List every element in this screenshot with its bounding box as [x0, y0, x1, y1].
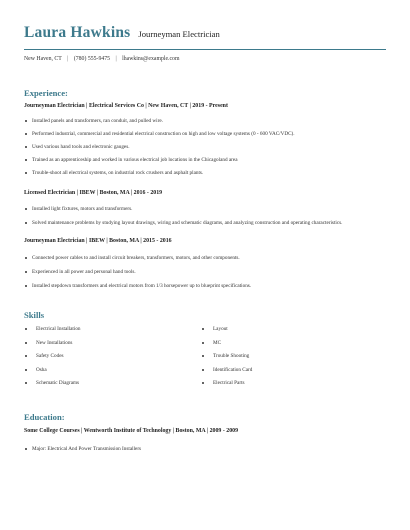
list-item: Electrical Installation [24, 326, 184, 332]
list-item: Identification Card [201, 367, 361, 373]
list-item: Schematic Diagrams [24, 380, 184, 386]
list-item: Major: Electrical And Power Transmission Installers [24, 446, 386, 452]
list-item: Installed panels and transformers, ran conduit, and pulled wire. [24, 118, 386, 124]
job-heading: Licensed Electrician | IBEW | Boston, MA | 2016 - 2019 [24, 190, 163, 196]
list-item: Used various hand tools and electronic gauges. [24, 144, 386, 150]
contact-email[interactable]: lhawkins@example.com [122, 56, 180, 62]
skills-heading: Skills [24, 310, 45, 320]
list-item: Performed industrial, commercial and residential electrical construction on high and low voltage systems (0 - 600 VAC/VDC). [24, 131, 386, 137]
list-item: Osha [24, 367, 184, 373]
skills-list-left [24, 326, 184, 394]
contact-phone: (780) 555-9475 [73, 56, 111, 62]
header-divider [24, 49, 386, 50]
list-item: Layout [201, 326, 361, 332]
name-line [24, 24, 386, 42]
list-item: Trouble Shooting [201, 353, 361, 359]
contact-separator: | [115, 56, 117, 62]
list-item: Trained as an apprenticeship and worked in various electrical job locations in the Chicagoland area [24, 157, 386, 163]
list-item: Solved maintenance problems by studying layout drawings, wiring and schematic diagrams, and analyzing construction and operating characteristics. [24, 220, 386, 226]
experience-heading: Experience: [24, 88, 68, 98]
job-bullets [24, 206, 386, 233]
contact-separator: | [67, 56, 69, 62]
candidate-title: Journeyman Electrician [138, 29, 220, 39]
education-heading: Education: [24, 412, 65, 422]
list-item: Safety Codes [24, 353, 184, 359]
contact-location: New Haven, CT [24, 56, 62, 62]
list-item: Installed stepdown transformers and electrical motors from 1/3 horsepower up to blueprint specifications. [24, 283, 386, 289]
job-heading: Journeyman Electrician | IBEW | Boston, MA | 2015 - 2016 [24, 238, 172, 244]
list-item: MC [201, 340, 361, 346]
list-item: Experienced in all power and personal hand tools. [24, 269, 386, 275]
job-heading: Journeyman Electrician | Electrical Services Co | New Haven, CT | 2019 - Present [24, 103, 228, 109]
list-item: Trouble-shoot all electrical systems, on industrial rock crushers and asphalt plants. [24, 170, 386, 176]
contact-line [24, 56, 179, 62]
candidate-name: Laura Hawkins [24, 24, 131, 41]
education-bullets [24, 446, 386, 452]
job-bullets [24, 118, 386, 182]
education-entry: Some College Courses | Wentworth Institute of Technology | Boston, MA | 2009 - 2009 [24, 428, 239, 434]
resume-header [24, 24, 386, 42]
list-item: New Installations [24, 340, 184, 346]
job-bullets [24, 255, 386, 297]
list-item: Electrical Parts [201, 380, 361, 386]
list-item: Connected power cables to and install circuit breakers, transformers, motors, and other components. [24, 255, 386, 261]
list-item: Installed light fixtures, motors and transformers. [24, 206, 386, 212]
skills-list-right [201, 326, 361, 394]
